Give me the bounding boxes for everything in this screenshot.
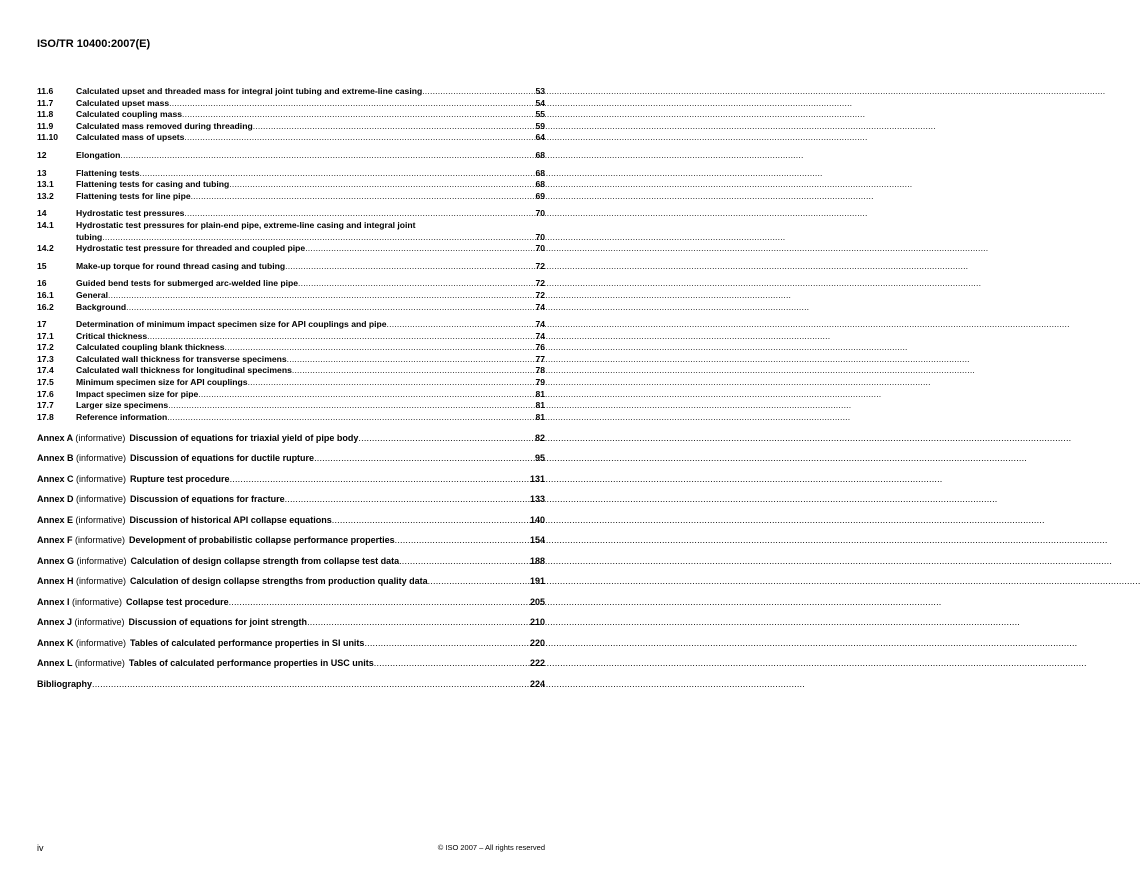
toc-entry-page: 70 <box>535 243 545 254</box>
toc-entry-title: Calculated wall thickness for longitudinal specimens <box>76 365 292 376</box>
dot-leader <box>358 432 535 444</box>
toc-entry-title: Larger size specimens <box>76 400 169 411</box>
toc-entry-title: Calculated mass of upsets <box>76 132 185 143</box>
toc-entry[interactable] <box>37 243 545 255</box>
annex-page: 95 <box>534 453 545 464</box>
toc-entry-number: 14.2 <box>37 243 54 254</box>
toc-entry-number: 11.6 <box>37 86 54 96</box>
dot-leader <box>364 637 530 649</box>
dot-leader <box>92 678 530 690</box>
toc-annex-entry[interactable] <box>37 637 545 649</box>
dot-leader <box>374 657 530 669</box>
bibliography-page: 224 <box>529 678 545 689</box>
annex-page: 140 <box>529 514 545 525</box>
toc-entry-page: 81 <box>535 400 545 411</box>
toc-entry-title-continuation: tubing <box>76 231 103 242</box>
toc-entry-number: 14.1 <box>37 219 54 230</box>
toc-entry-number: 17.1 <box>37 330 54 341</box>
dot-leader <box>126 302 535 314</box>
toc-entry[interactable] <box>37 168 545 180</box>
toc-entry-page: 78 <box>535 365 545 376</box>
annex-title: Calculation of design collapse strength from collapse test data <box>130 555 400 566</box>
copyright-notice: © ISO 2007 – All rights reserved <box>437 843 545 852</box>
toc-entry-number: 17.3 <box>37 353 54 364</box>
toc-entry-number: 17.6 <box>37 388 54 399</box>
annex-letter: Annex D <box>37 494 74 505</box>
page-footer <box>37 843 545 853</box>
annex-letter: Annex E <box>37 514 74 525</box>
annex-letter: Annex G <box>37 555 75 566</box>
toc-entry-title: Background <box>76 301 127 312</box>
toc-entry-title: Calculated coupling mass <box>76 109 183 120</box>
dot-leader <box>253 121 536 133</box>
toc-annex-entry[interactable] <box>37 596 545 608</box>
toc-entry-number: 17.8 <box>37 411 54 422</box>
toc-entry-page: 72 <box>535 260 545 271</box>
toc-entry[interactable] <box>37 389 545 401</box>
toc-entry-page: 72 <box>535 278 545 289</box>
toc-entry[interactable] <box>37 191 545 203</box>
dot-leader <box>184 208 535 220</box>
dot-leader <box>399 555 530 567</box>
toc-entry-page: 79 <box>535 377 545 388</box>
annex-page: 154 <box>529 535 545 546</box>
annex-title: Discussion of equations for fracture <box>130 494 285 505</box>
dot-leader <box>198 389 535 401</box>
annex-page: 222 <box>529 658 545 669</box>
toc-entry-page: 68 <box>535 149 545 160</box>
dot-leader <box>167 412 535 424</box>
dot-leader <box>285 493 530 505</box>
annex-type: (informative) <box>74 658 125 669</box>
toc-annex-entry[interactable] <box>37 575 545 587</box>
annex-title: Discussion of equations for ductile rupture <box>130 453 315 464</box>
annex-page: 220 <box>529 637 545 648</box>
toc-entry-title: Calculated upset mass <box>76 97 170 108</box>
toc-entry[interactable] <box>37 365 545 377</box>
toc-entry-page: 54 <box>535 97 545 108</box>
toc-entry-title: Calculated wall thickness for transverse specimens <box>76 353 287 364</box>
toc-entry-title: Reference information <box>76 411 168 422</box>
dot-leader <box>248 377 536 389</box>
toc-entry-page: 77 <box>535 353 545 364</box>
dot-leader <box>230 473 530 485</box>
annex-page: 82 <box>534 432 545 443</box>
toc-entry-page: 81 <box>535 411 545 422</box>
annex-title: Discussion of equations for triaxial yield of pipe body <box>129 432 359 443</box>
dot-leader <box>305 243 535 255</box>
toc-entry-number: 17.4 <box>37 365 54 376</box>
dot-leader <box>387 319 536 331</box>
dot-leader <box>298 278 535 290</box>
toc-entry-number: 17 <box>37 319 47 330</box>
toc-entry-number: 16.1 <box>37 289 54 300</box>
annex-label <box>37 596 122 608</box>
toc-annex-entry[interactable] <box>37 657 545 669</box>
annex-type: (informative) <box>74 617 125 628</box>
toc-entry-title: Hydrostatic test pressures <box>76 208 185 219</box>
toc-entry-title: Calculated mass removed during threading <box>76 120 253 131</box>
document-header: ISO/TR 10400:2007(E) <box>37 38 151 50</box>
dot-leader <box>292 365 536 377</box>
annex-label <box>37 555 127 567</box>
toc-entry-number: 13.1 <box>37 179 54 190</box>
toc-entry-number: 17.5 <box>37 377 54 388</box>
toc-entry[interactable] <box>37 261 545 273</box>
toc-entry[interactable] <box>37 150 545 162</box>
toc-entry-number: 16.2 <box>37 301 54 312</box>
toc-entry-title: Flattening tests <box>76 167 140 178</box>
toc-annex-entry[interactable] <box>37 616 545 628</box>
toc-entry-page: 70 <box>535 231 545 242</box>
dot-leader <box>332 514 530 526</box>
toc-entry[interactable] <box>37 278 545 290</box>
toc-entry-number: 17.7 <box>37 400 54 411</box>
annex-type: (informative) <box>75 535 126 546</box>
annex-letter: Annex C <box>37 473 74 484</box>
dot-leader <box>168 400 535 412</box>
annex-title: Rupture test procedure <box>130 473 230 484</box>
toc-entry[interactable] <box>37 179 545 191</box>
toc-entry-title: Impact specimen size for pipe <box>76 388 199 399</box>
toc-entry-title: Minimum specimen size for API couplings <box>76 377 248 388</box>
annex-type: (informative) <box>76 494 127 505</box>
toc-entry-page: 72 <box>535 289 545 300</box>
annex-letter: Annex B <box>37 453 74 464</box>
toc-entry-page: 53 <box>535 86 545 96</box>
toc-entry-page: 74 <box>535 301 545 312</box>
toc-entry-page: 81 <box>535 388 545 399</box>
toc-annex-entry[interactable] <box>37 555 545 567</box>
annex-title: Development of probabilistic collapse performance properties <box>129 535 395 546</box>
dot-leader <box>120 150 535 162</box>
annex-label <box>37 432 125 444</box>
annex-page: 210 <box>529 617 545 628</box>
toc-annex-entry[interactable] <box>37 432 545 444</box>
toc-annex-entry[interactable] <box>37 452 545 464</box>
dot-leader <box>285 261 535 273</box>
dot-leader <box>147 331 535 343</box>
toc-entry-title: Hydrostatic test pressure for threaded and coupled pipe <box>76 243 306 254</box>
toc-entry-page: 74 <box>535 330 545 341</box>
annex-label <box>37 657 125 669</box>
toc-entry-number: 16 <box>37 278 47 289</box>
annex-type: (informative) <box>72 596 123 607</box>
toc-annex-entry[interactable] <box>37 473 545 485</box>
toc-entry-page: 68 <box>535 179 545 190</box>
toc-entry-page: 74 <box>535 319 545 330</box>
toc-entry[interactable] <box>37 354 545 366</box>
annex-page: 205 <box>529 596 545 607</box>
dot-leader <box>108 290 535 302</box>
toc-entry[interactable] <box>37 302 545 314</box>
toc-entry-title: Calculated upset and threaded mass for integral joint tubing and extreme-line casing <box>76 86 423 96</box>
toc-entry[interactable] <box>37 400 545 412</box>
toc-entry-number: 11.7 <box>37 97 54 108</box>
annex-letter: Annex H <box>37 576 74 587</box>
annex-title: Tables of calculated performance properties in SI units <box>130 637 365 648</box>
toc-entry[interactable] <box>37 342 545 354</box>
dot-leader <box>428 575 530 587</box>
annex-letter: Annex I <box>37 596 70 607</box>
toc-entry-title: Flattening tests for line pipe <box>76 190 191 201</box>
bibliography-title: Bibliography <box>37 678 93 689</box>
toc-entry[interactable] <box>37 290 545 302</box>
toc-entry-title: Calculated coupling blank thickness <box>76 342 225 353</box>
toc-entry-continuation[interactable] <box>37 232 545 244</box>
toc-entry[interactable] <box>37 319 545 331</box>
toc-entry[interactable] <box>37 331 545 343</box>
dot-leader <box>191 191 536 203</box>
annex-type: (informative) <box>76 637 127 648</box>
toc-entry[interactable] <box>37 412 545 424</box>
toc-entry-title: Make-up torque for round thread casing and tubing <box>76 260 286 271</box>
toc-entry-number: 15 <box>37 260 47 271</box>
toc-entry[interactable] <box>37 109 545 121</box>
annex-label <box>37 452 126 464</box>
annex-letter: Annex F <box>37 535 73 546</box>
annex-letter: Annex J <box>37 617 73 628</box>
annex-type: (informative) <box>76 576 127 587</box>
annex-label <box>37 534 125 546</box>
dot-leader <box>229 179 535 191</box>
toc-entry-page: 64 <box>535 132 545 143</box>
toc-entry-page: 76 <box>535 342 545 353</box>
toc-entry[interactable] <box>37 86 545 98</box>
annex-type: (informative) <box>75 432 126 443</box>
toc-entry[interactable] <box>37 377 545 389</box>
toc-entry-number: 11.9 <box>37 120 54 131</box>
annex-title: Discussion of historical API collapse equations <box>129 514 332 525</box>
annex-page: 133 <box>529 494 545 505</box>
toc-entry-number: 13.2 <box>37 190 54 201</box>
dot-leader <box>287 354 536 366</box>
annex-type: (informative) <box>76 555 127 566</box>
dot-leader <box>182 109 535 121</box>
dot-leader <box>102 232 535 244</box>
toc-entry-title: Flattening tests for casing and tubing <box>76 179 230 190</box>
toc-entry-title: Elongation <box>76 149 121 160</box>
annex-title: Tables of calculated performance properties in USC units <box>128 658 374 669</box>
toc-bibliography-entry[interactable] <box>37 678 545 690</box>
toc-entry-title: General <box>76 289 109 300</box>
annex-type: (informative) <box>75 514 126 525</box>
toc-entry-number: 17.2 <box>37 342 54 353</box>
annex-type: (informative) <box>76 453 127 464</box>
annex-letter: Annex K <box>37 637 74 648</box>
toc-annex-entry[interactable] <box>37 534 545 546</box>
annex-page: 131 <box>529 473 545 484</box>
toc-entry-page: 70 <box>535 208 545 219</box>
toc-annex-entry[interactable] <box>37 493 545 505</box>
annex-title: Calculation of design collapse strengths from production quality data <box>130 576 428 587</box>
toc-annex-entry[interactable] <box>37 514 545 526</box>
annex-letter: Annex L <box>37 658 73 669</box>
dot-leader <box>395 534 530 546</box>
dot-leader <box>184 132 535 144</box>
annex-letter: Annex A <box>37 432 73 443</box>
toc-entry-page: 59 <box>535 120 545 131</box>
dot-leader <box>307 616 530 628</box>
toc-entry-title: Hydrostatic test pressures for plain-end pipe, extreme-line casing and integral joint <box>76 219 416 230</box>
dot-leader <box>422 86 535 98</box>
toc-entry-title: Determination of minimum impact specimen size for API couplings and pipe <box>76 319 387 330</box>
toc-entry-page: 69 <box>535 190 545 201</box>
dot-leader <box>169 98 535 110</box>
toc-entry-page: 68 <box>535 167 545 178</box>
toc-entry[interactable] <box>37 208 545 220</box>
toc-entry[interactable] <box>37 132 545 144</box>
toc-entry[interactable] <box>37 121 545 133</box>
annex-label <box>37 473 126 485</box>
annex-title: Discussion of equations for joint strength <box>128 617 308 628</box>
annex-label <box>37 493 126 505</box>
toc-entry-number: 13 <box>37 167 47 178</box>
annex-type: (informative) <box>76 473 127 484</box>
toc-entry-title: Critical thickness <box>76 330 148 341</box>
toc-entry-title: Guided bend tests for submerged arc-welded line pipe <box>76 278 299 289</box>
toc-entry[interactable] <box>37 220 545 232</box>
toc-entry-page: 55 <box>535 109 545 120</box>
annex-label <box>37 575 126 587</box>
toc-entry-number: 14 <box>37 208 47 219</box>
annex-title: Collapse test procedure <box>126 596 229 607</box>
toc-entry-number: 12 <box>37 149 47 160</box>
dot-leader <box>314 452 535 464</box>
dot-leader <box>229 596 530 608</box>
table-of-contents <box>37 86 545 690</box>
toc-entry[interactable] <box>37 98 545 110</box>
page-number: iv <box>37 843 44 853</box>
dot-leader <box>140 168 536 180</box>
annex-page: 191 <box>529 576 545 587</box>
annex-label <box>37 637 126 649</box>
toc-entry-number: 11.8 <box>37 109 54 120</box>
annex-label <box>37 616 125 628</box>
toc-entry-number: 11.10 <box>37 132 59 143</box>
dot-leader <box>225 342 536 354</box>
annex-label <box>37 514 126 526</box>
annex-page: 188 <box>529 555 545 566</box>
